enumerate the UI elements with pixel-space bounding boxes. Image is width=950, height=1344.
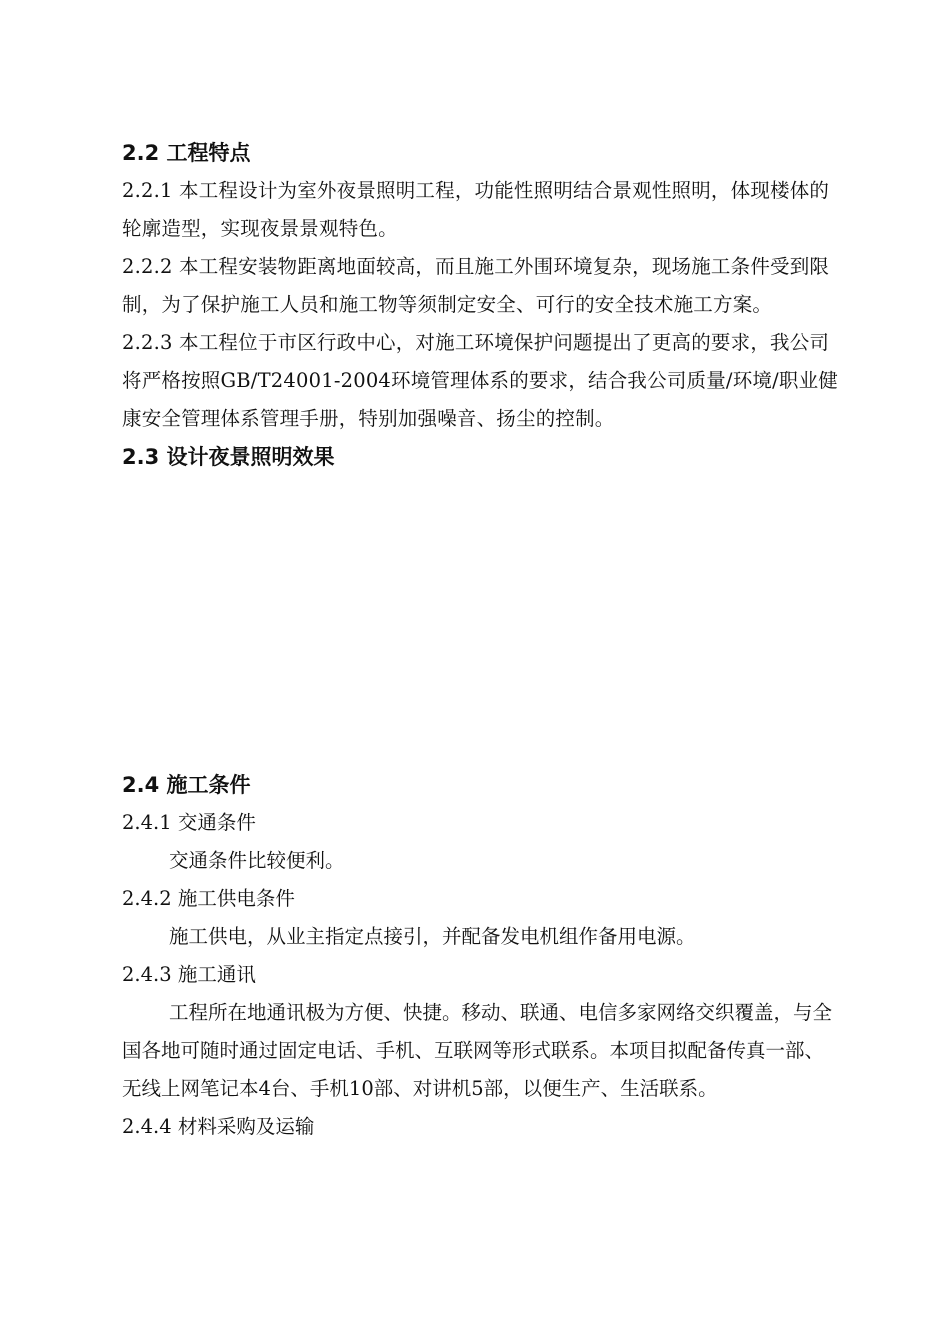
paragraph-2-2-3: 2.2.3 本工程位于市区行政中心，对施工环境保护问题提出了更高的要求，我公司将严格按照GB/T24001-2004环境管理体系的要求，结合我公司质量/环境/职业健康安全管理体系管理手册，特别加强噪音、扬尘的控制。 xyxy=(122,331,838,430)
subsection-2-4-3-title: 2.4.3 施工通讯 xyxy=(122,963,256,986)
blank-image-area xyxy=(122,476,842,766)
subsection-2-4-1-text: 交通条件比较便利。 xyxy=(169,849,345,872)
subsection-2-4-3-text: 工程所在地通讯极为方便、快捷。移动、联通、电信多家网络交织覆盖，与全国各地可随时通过固定电话、手机、互联网等形式联系。本项目拟配备传真一部、无线上网笔记本4台、手机10部、对讲机5部，以便生产、生活联系。 xyxy=(122,1001,833,1100)
page-content xyxy=(122,134,842,1146)
section-2-2-heading: 2.2 工程特点 xyxy=(122,141,251,165)
subsection-2-4-4-title: 2.4.4 材料采购及运输 xyxy=(122,1115,315,1138)
section-2-4-heading: 2.4 施工条件 xyxy=(122,773,251,797)
subsection-2-4-2-title: 2.4.2 施工供电条件 xyxy=(122,887,295,910)
subsection-2-4-1-title: 2.4.1 交通条件 xyxy=(122,811,256,834)
section-2-3-heading: 2.3 设计夜景照明效果 xyxy=(122,445,335,469)
subsection-2-4-2-text: 施工供电，从业主指定点接引，并配备发电机组作备用电源。 xyxy=(169,925,696,948)
paragraph-2-2-1: 2.2.1 本工程设计为室外夜景照明工程，功能性照明结合景观性照明，体现楼体的轮廓造型，实现夜景景观特色。 xyxy=(122,179,830,240)
paragraph-2-2-2: 2.2.2 本工程安装物距离地面较高，而且施工外围环境复杂，现场施工条件受到限制，为了保护施工人员和施工物等须制定安全、可行的安全技术施工方案。 xyxy=(122,255,830,316)
